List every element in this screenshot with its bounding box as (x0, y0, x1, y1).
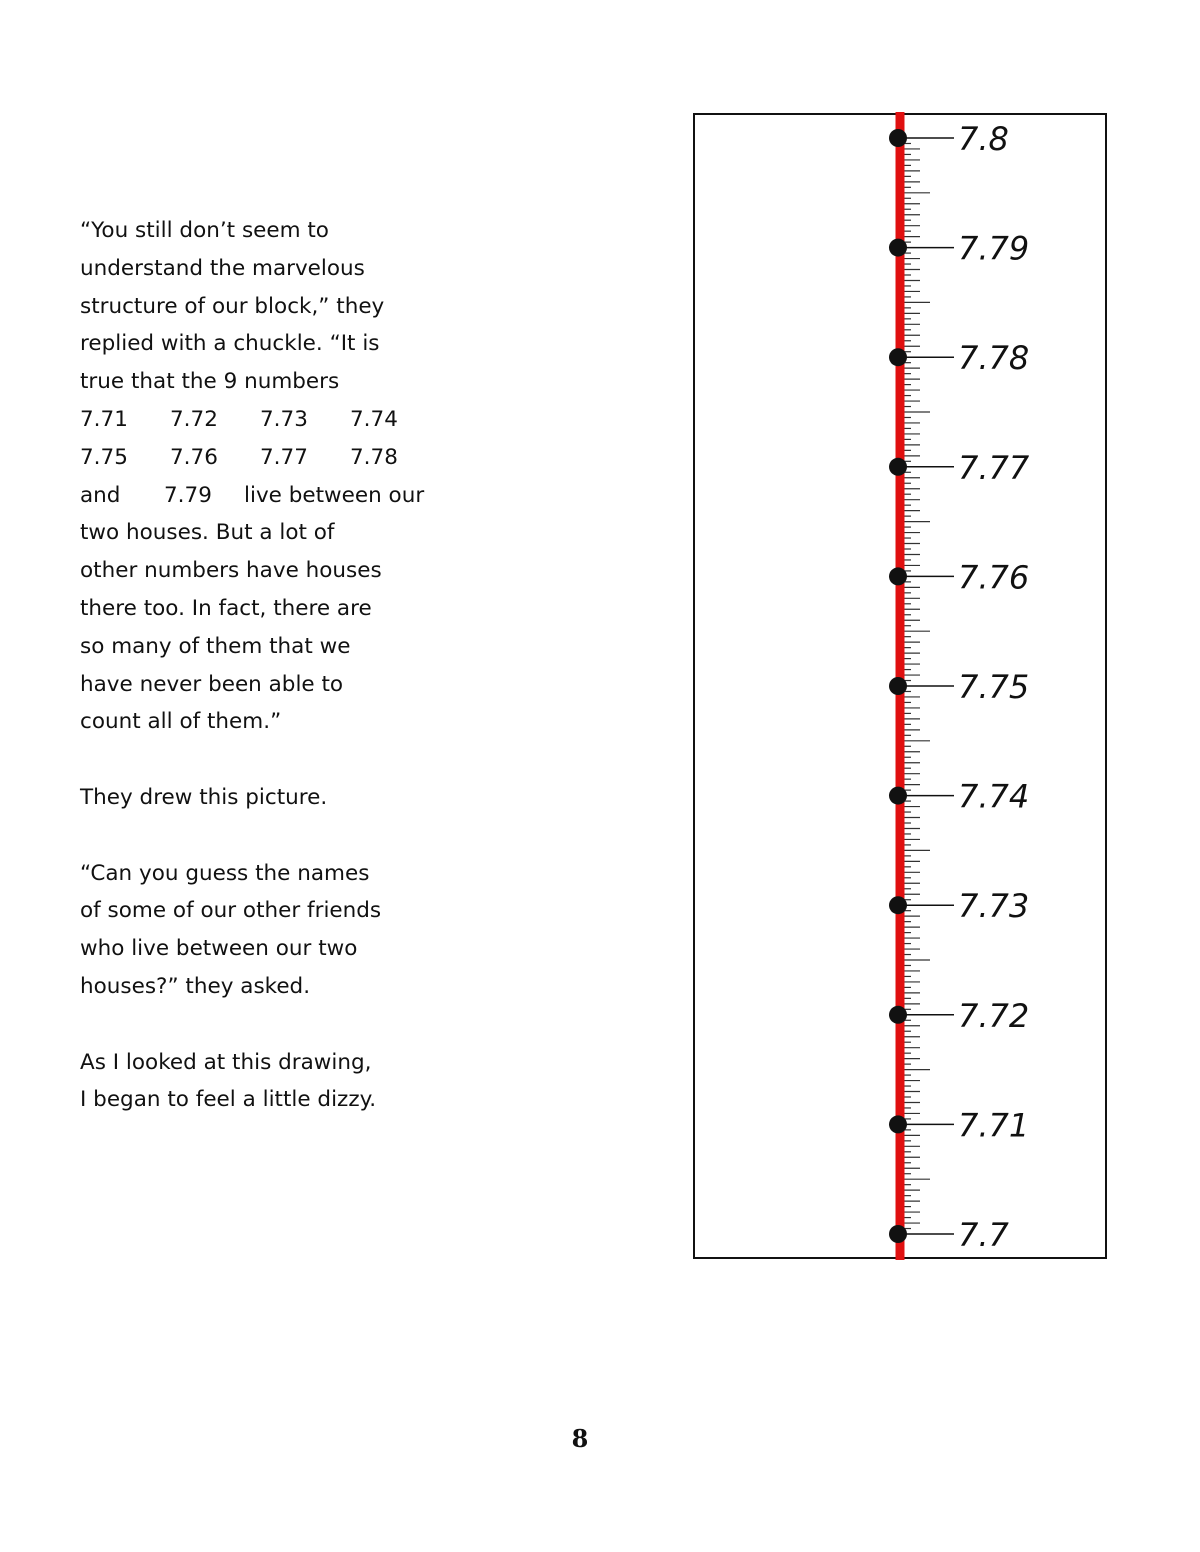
tick-label: 7.74 (958, 777, 1030, 816)
question-line: “Can you guess the names (80, 860, 370, 886)
number-row (80, 477, 500, 515)
passage-line: “You still don’t seem to (80, 218, 329, 243)
question-line: houses?” they asked. (80, 973, 311, 999)
number-value: 7.73 (260, 406, 308, 432)
number-line-figure (684, 112, 1116, 1262)
passage-line: other numbers have houses (80, 558, 382, 584)
closing-line: As I looked at this drawing, (80, 1049, 372, 1075)
passage-line: understand the marvelous (80, 255, 365, 281)
tick-label: 7.8 (958, 120, 1009, 158)
tick-label: 7.7 (958, 1216, 1009, 1254)
and-word: and (80, 482, 121, 508)
number-dot (889, 458, 907, 476)
tick-label: 7.79 (958, 229, 1030, 268)
number-value: 7.72 (170, 406, 218, 432)
number-value: 7.79 (164, 482, 212, 508)
passage-line: have never been able to (80, 671, 344, 697)
number-dot (889, 1006, 907, 1024)
number-dot (889, 1115, 907, 1133)
number-value: 7.75 (80, 444, 128, 470)
question-line: of some of our other friends (80, 898, 382, 924)
number-value: 7.74 (350, 406, 398, 432)
number-dot (889, 1225, 907, 1243)
tick-label: 7.78 (958, 339, 1030, 378)
passage (80, 212, 500, 1119)
number-value: 7.78 (350, 444, 398, 470)
passage-text: live between our (244, 482, 425, 508)
page-number: 8 (571, 1424, 589, 1453)
number-dot (889, 787, 907, 805)
passage-line: two houses. But a lot of (80, 520, 335, 546)
number-dot (889, 348, 907, 366)
number-dot (889, 567, 907, 585)
tick-label: 7.75 (958, 668, 1030, 706)
passage-line: count all of them.” (80, 709, 282, 735)
number-value: 7.71 (80, 406, 128, 432)
question-line: who live between our two (80, 936, 358, 962)
number-line-drawing (684, 112, 1116, 1262)
number-dot (889, 239, 907, 257)
closing-line: I began to feel a little dizzy. (80, 1087, 377, 1113)
number-dot (889, 129, 907, 147)
number-dot (889, 677, 907, 695)
number-value: 7.76 (170, 444, 218, 470)
number-row (80, 439, 500, 477)
tick-label: 7.73 (958, 887, 1030, 926)
picture-line: They drew this picture. (80, 784, 328, 810)
tick-label: 7.76 (958, 558, 1030, 597)
tick-label: 7.72 (958, 996, 1030, 1035)
number-value: 7.77 (260, 444, 308, 470)
passage-line: so many of them that we (80, 633, 351, 659)
passage-line: structure of our block,” they (80, 293, 385, 319)
passage-line: true that the 9 numbers (80, 369, 340, 395)
passage-line: there too. In fact, there are (80, 595, 372, 621)
passage-line: replied with a chuckle. “It is (80, 331, 380, 357)
tick-label: 7.77 (958, 448, 1030, 487)
number-dot (889, 896, 907, 914)
number-row (80, 401, 500, 439)
tick-label: 7.71 (958, 1106, 1030, 1145)
